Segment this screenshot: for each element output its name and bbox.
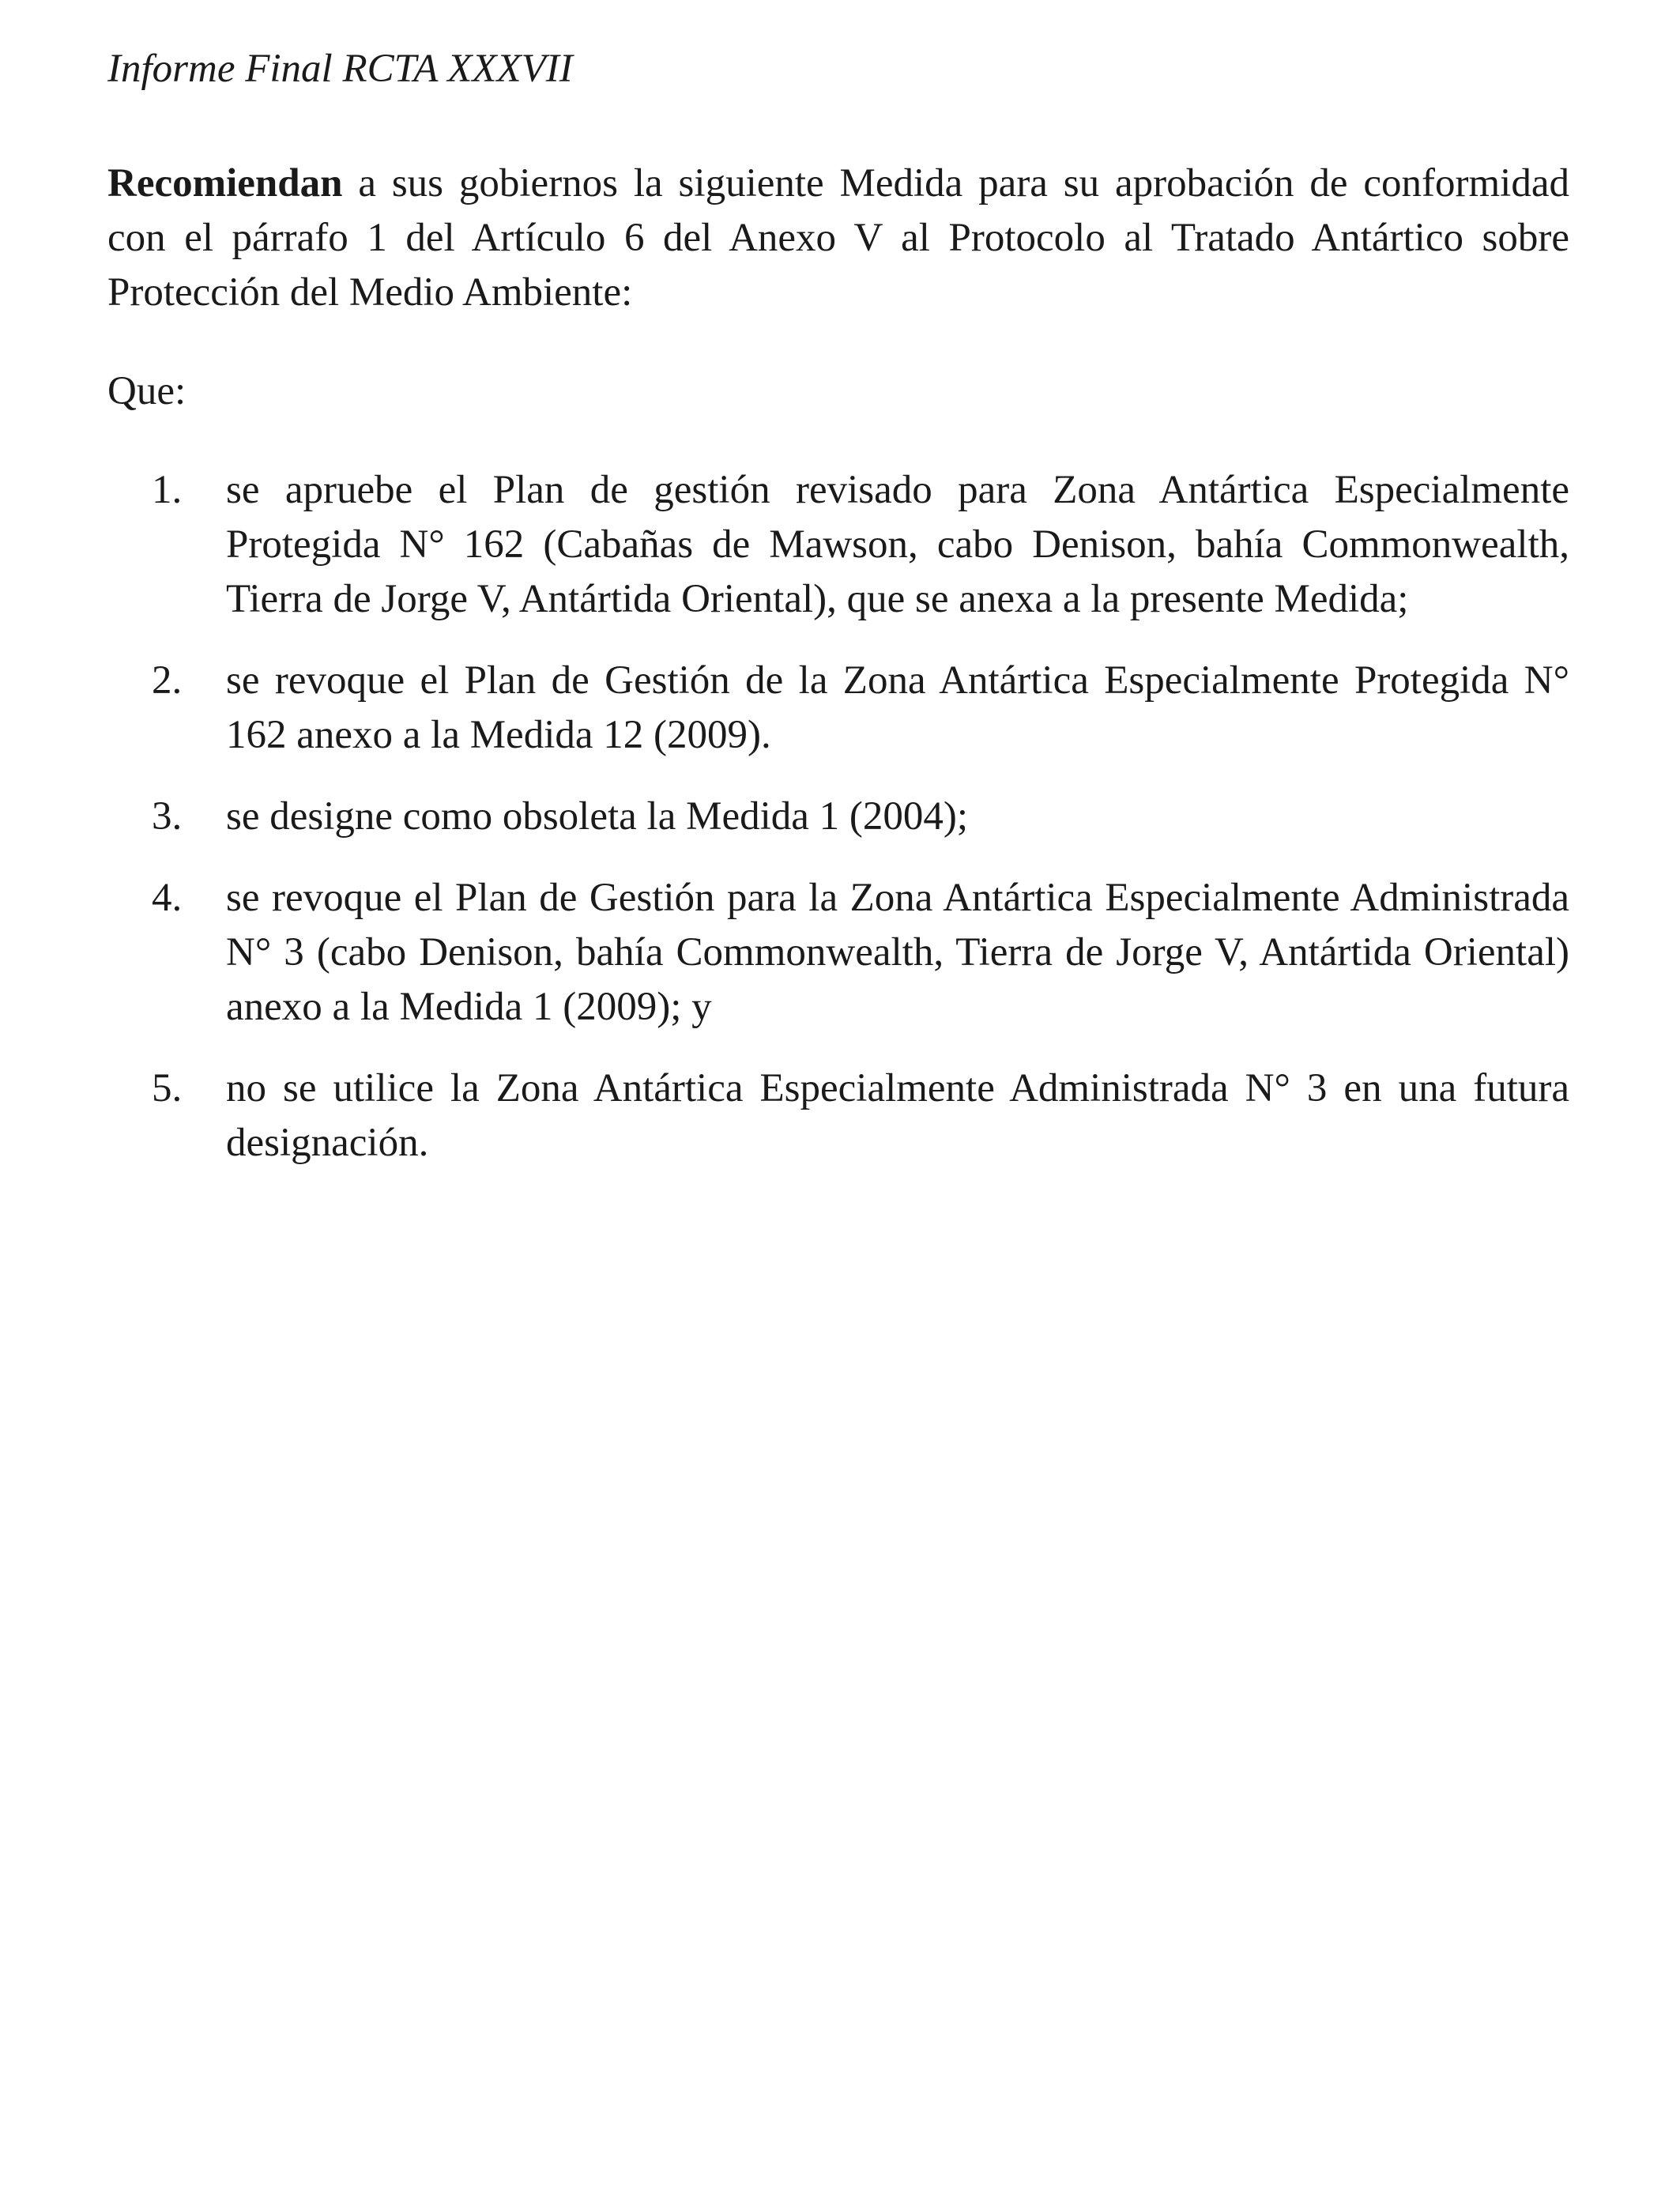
preamble-lead: Recomiendan bbox=[107, 161, 343, 205]
measure-list bbox=[107, 463, 1569, 1171]
list-item-text: se revoque el Plan de Gestión de la Zona Antártica Especialmente Protegida N° 162 anexo a la Medida 12 (2009). bbox=[226, 658, 1569, 757]
list-item-number: 2. bbox=[152, 658, 183, 703]
list-item-text: se designe como obsoleta la Medida 1 (2004); bbox=[226, 794, 969, 839]
list-item bbox=[107, 871, 1569, 1035]
list-item bbox=[107, 654, 1569, 763]
list-item-number: 1. bbox=[152, 468, 183, 512]
list-item-number: 4. bbox=[152, 876, 183, 920]
list-item bbox=[107, 463, 1569, 627]
que-label: Que: bbox=[107, 369, 186, 413]
list-item-text: se revoque el Plan de Gestión para la Zona Antártica Especialmente Administrada N° 3 (cabo Denison, bahía Commonwealth, Tierra de Jorge V, Antártida Oriental) anexo a la Medida 1 (2009); y bbox=[226, 876, 1569, 1029]
list-item-text: se apruebe el Plan de gestión revisado para Zona Antártica Especialmente Protegida N° 162 (Cabañas de Mawson, cabo Denison, bahía Commonwealth, Tierra de Jorge V, Antártida Oriental), que se anexa a la presente Medida; bbox=[226, 468, 1569, 621]
document-body bbox=[107, 156, 1569, 1197]
preamble-text: a sus gobiernos la siguiente Medida para su aprobación de conformidad con el párrafo 1 del Artículo 6 del Anexo V al Protocolo al Tratado Antártico sobre Protección del Medio Ambiente: bbox=[107, 161, 1569, 315]
list-item bbox=[107, 1061, 1569, 1171]
running-header: Informe Final RCTA XXXVII bbox=[107, 47, 573, 91]
list-item bbox=[107, 790, 1569, 844]
list-item-number: 5. bbox=[152, 1066, 183, 1110]
list-item-number: 3. bbox=[152, 794, 183, 839]
preamble-paragraph bbox=[107, 156, 1569, 320]
list-item-text: no se utilice la Zona Antártica Especialmente Administrada N° 3 en una futura designación. bbox=[226, 1066, 1569, 1165]
